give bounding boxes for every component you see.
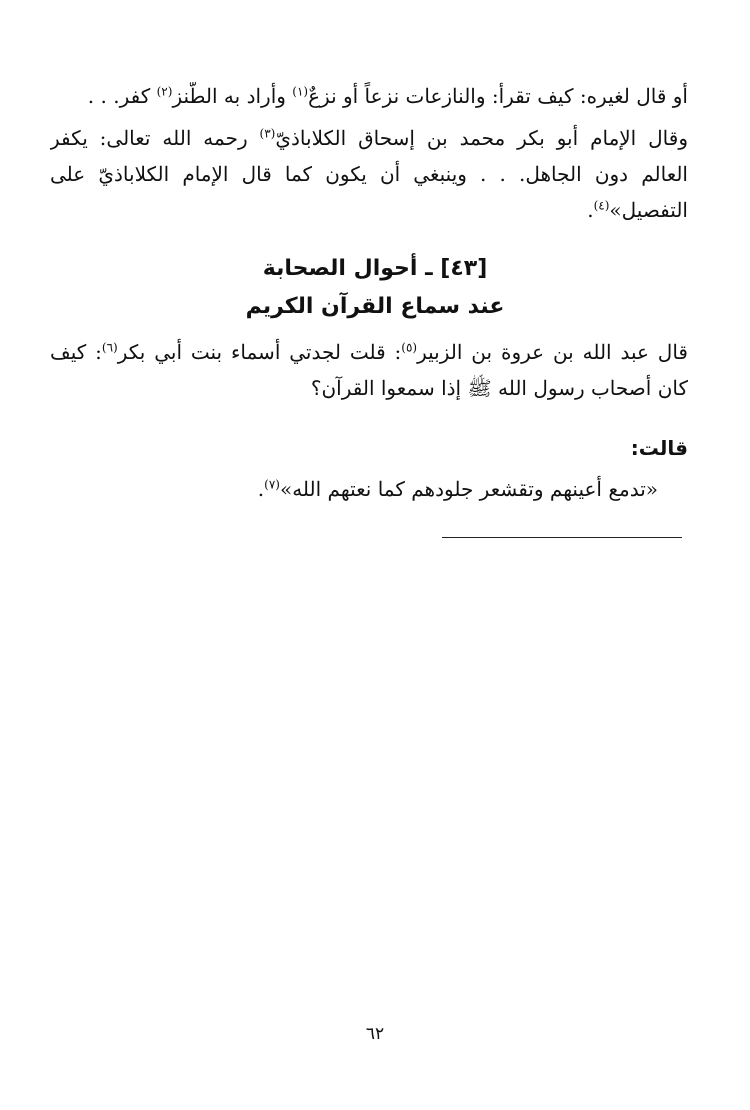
hadith-line-1: قال عبد الله بن عروة بن الزبير$^{(٥)}$: قلت لجدتي أسماء بنت أبي بكر$^{(٦)}$: كيف: [50, 340, 688, 364]
footnote-ref-2: (٢): [156, 84, 173, 99]
body-line-1: أو قال لغيره: كيف تقرأ: والنازعات نزعاً أو نزعٌ$^{(١)}$ وأراد به الطّنز$^{(٢)}$ كفر. . .: [87, 84, 688, 108]
section-subheading: عند سماع القرآن الكريم: [245, 294, 505, 319]
footnote-ref-5: (٥): [401, 340, 418, 355]
footnote-ref-4: (٤): [593, 198, 610, 213]
footnote-ref-6: (٦): [101, 340, 118, 355]
page-number: ٦٢: [365, 1024, 385, 1044]
qalat-label: قالت:: [630, 436, 688, 460]
hadith-line-2: كان أصحاب رسول الله ﷺ إذا سمعوا القرآن؟: [310, 376, 688, 400]
footnote-ref-7: (٧): [264, 477, 280, 492]
footnote-separator: [442, 537, 682, 538]
section-heading: [٤٣] ـ أحوال الصحابة: [262, 256, 488, 281]
hadith-quote: «تدمع أعينهم وتقشعر جلودهم كما نعتهم الله»$^{(٧)}$.: [257, 477, 658, 501]
body-line-4: التفصيل»$^{(٤)}$.: [587, 198, 688, 222]
body-line-3: العالم دون الجاهل. . . وينبغي أن يكون كما قال الإمام الكلاباذيّ على: [50, 162, 688, 186]
footnote-ref-3: (٣): [259, 126, 276, 141]
footnote-ref-1: (١): [292, 84, 309, 99]
body-line-2: وقال الإمام أبو بكر محمد بن إسحاق الكلاباذيّ$^{(٣)}$ رحمه الله تعالى: يكفر: [50, 126, 688, 150]
